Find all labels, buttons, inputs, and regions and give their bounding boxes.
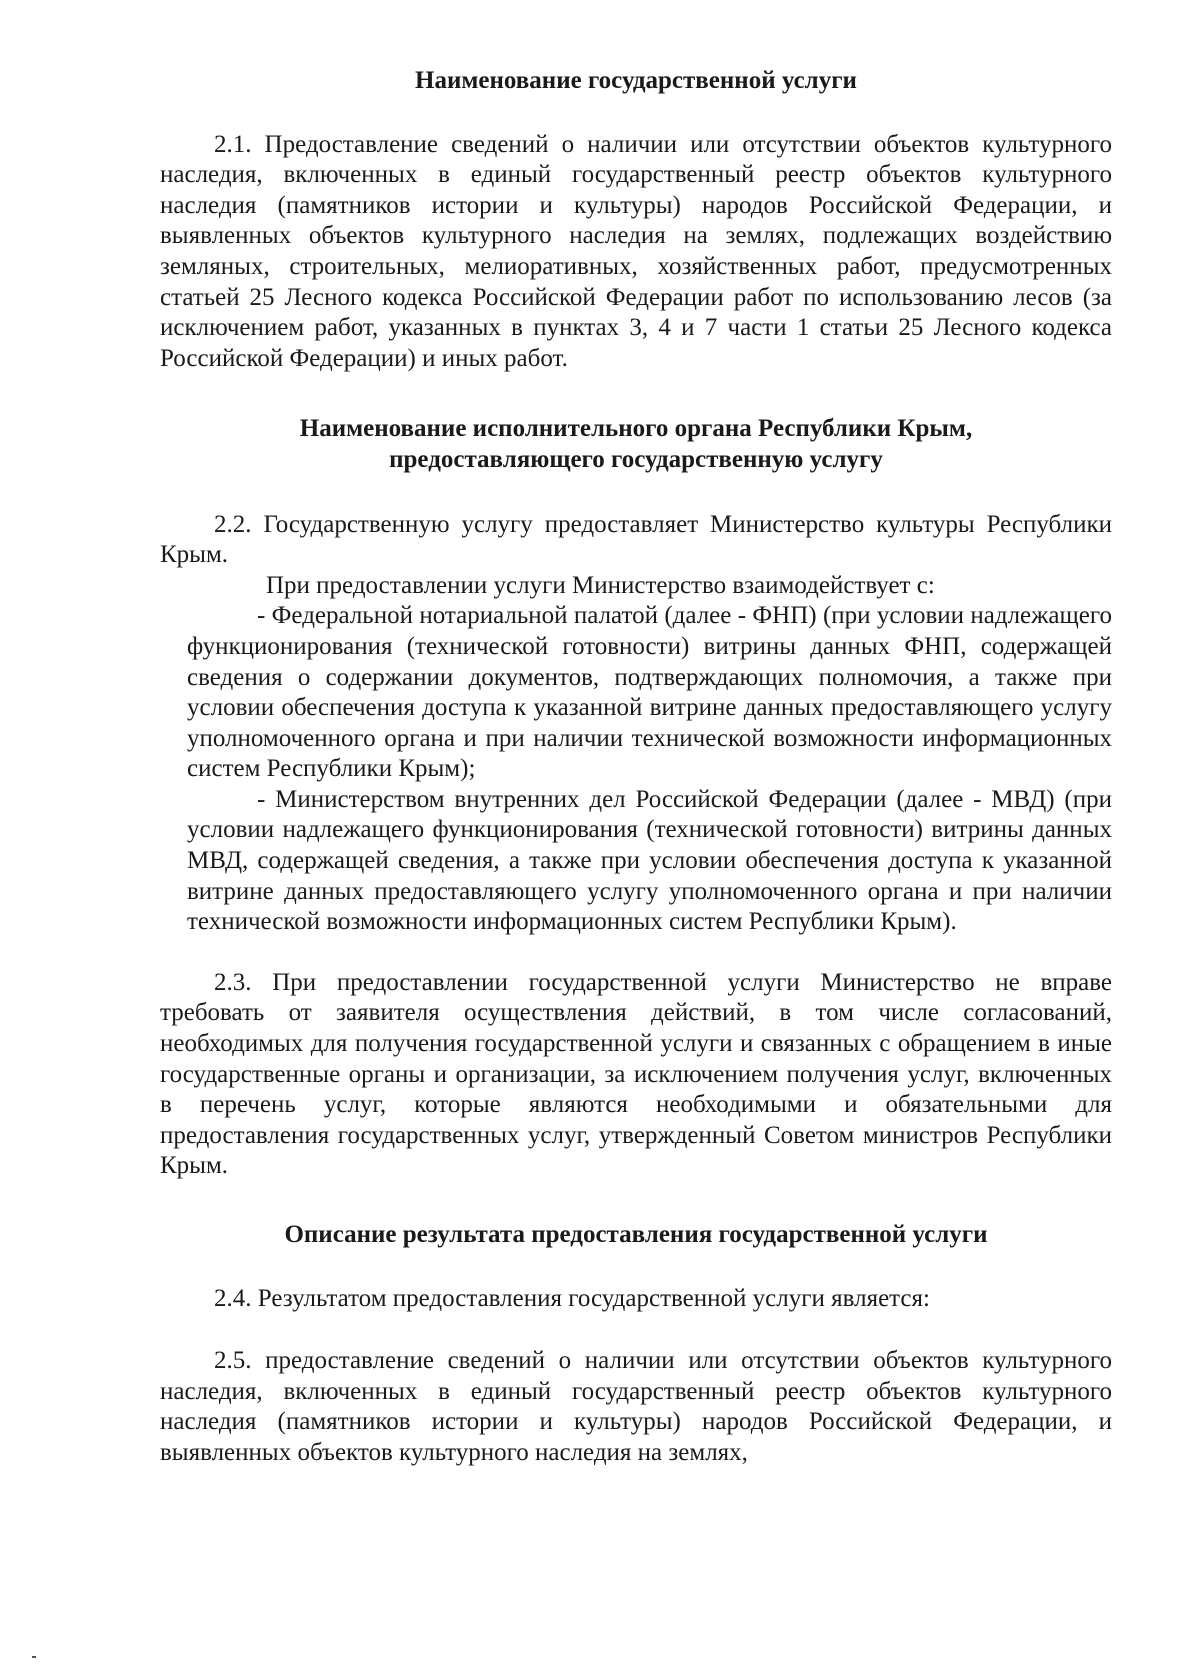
heading-service-name: Наименование государственной услуги xyxy=(415,67,857,94)
paragraph-2-5: 2.5. предоставление сведений о наличии или отсутствии объектов культурного наследия, включенных в единый государственный реестр объектов культурного наследия (памятников истории и культуры) народов Российской Федерации, и выявленных объектов культурного наследия на землях, xyxy=(160,1347,1112,1466)
heading-executive-organ-line2: предоставляющего государственную услугу xyxy=(389,445,883,473)
scan-mark xyxy=(32,1656,36,1658)
list-item-mvd: - Министерством внутренних дел Российской Федерации (далее - МВД) (при условии надлежащего функционирования (технической готовности) витрины данных МВД, содержащей сведения, а также при условии обеспечения доступа к указанной витрине данных предоставляющего услугу уполномоченного органа и при наличии технической возможности информационных систем Республики Крым). xyxy=(187,785,1112,936)
paragraph-2-1: 2.1. Предоставление сведений о наличии или отсутствии объектов культурного наследия, включенных в единый государственный реестр объектов культурного наследия (памятников истории и культуры) народов Российской Федерации, и выявленных объектов культурного наследия на землях, подлежащих воздействию земляных, строительных, мелиоративных, хозяйственных работ, предусмотренных статьей 25 Лесного кодекса Российской Федерации работ по использованию лесов (за исключением работ, указанных в пунктах 3, 4 и 7 части 1 статьи 25 Лесного кодекса Российской Федерации) и иных работ. xyxy=(160,130,1112,372)
heading-result-description: Описание результата предоставления государственной услуги xyxy=(284,1221,988,1248)
paragraph-interaction-intro: При предоставлении услуги Министерство взаимодействует с: xyxy=(266,571,935,599)
interaction-list xyxy=(160,601,1112,938)
paragraph-2-4: 2.4. Результатом предоставления государственной услуги является: xyxy=(214,1284,930,1312)
paragraph-2-2: 2.2. Государственную услугу предоставляет Министерство культуры Республики Крым. xyxy=(160,510,1112,569)
heading-executive-organ-line1: Наименование исполнительного органа Республики Крым, xyxy=(299,415,973,443)
document-page xyxy=(160,66,1112,1469)
paragraph-2-3: 2.3. При предоставлении государственной услуги Министерство не вправе требовать от заявителя осуществления действий, в том числе согласований, необходимых для получения государственной услуги и связанных с обращением в иные государственные органы и организации, за исключением получения услуг, включенных в перечень услуг, которые являются необходимыми и обязательными для предоставления государственных услуг, утвержденный Советом министров Республики Крым. xyxy=(160,968,1112,1180)
heading-executive-organ xyxy=(160,414,1112,475)
list-item-fnp: - Федеральной нотариальной палатой (далее - ФНП) (при условии надлежащего функционирования (технической готовности) витрины данных ФНП, содержащей сведения о содержании документов, подтверждающих полномочия, а также при условии обеспечения доступа к указанной витрине данных предоставляющего услугу уполномоченного органа и при наличии технической возможности информационных систем Республики Крым); xyxy=(187,602,1112,783)
